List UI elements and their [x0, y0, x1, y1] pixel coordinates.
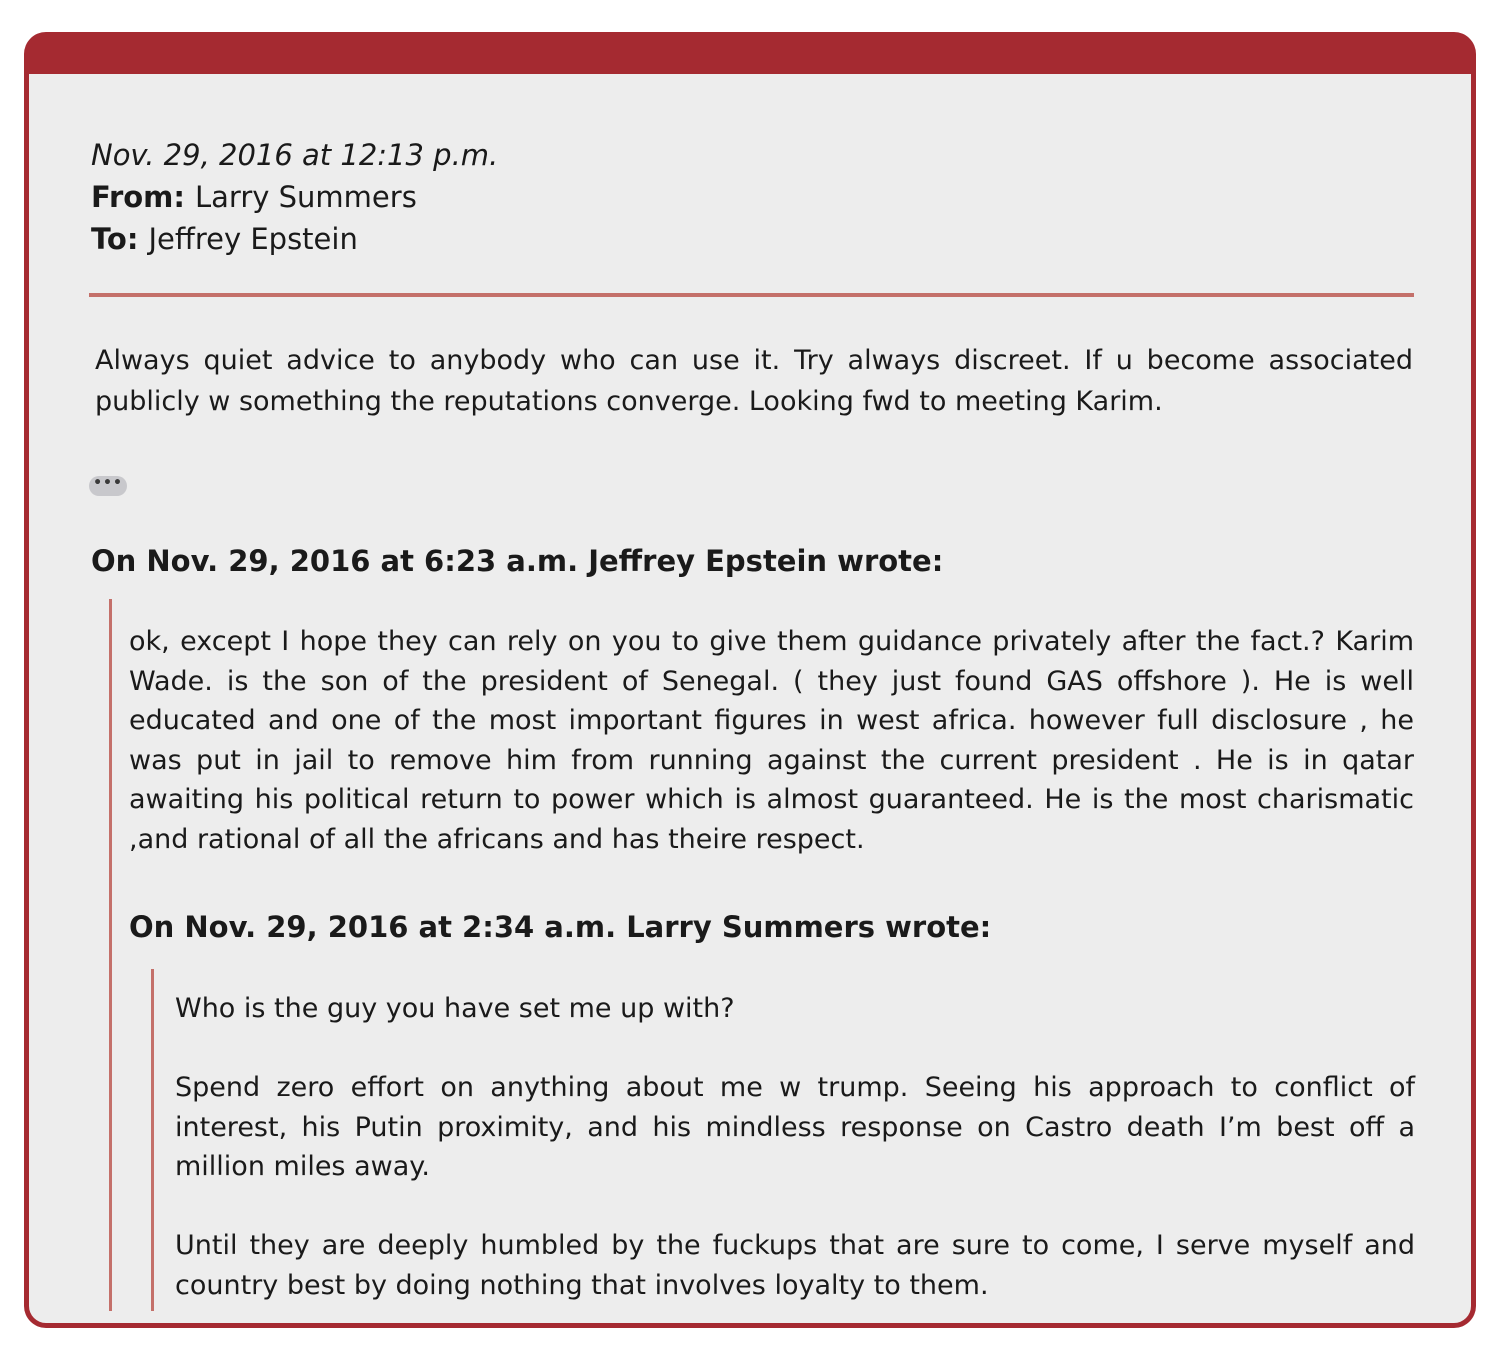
quote-body-epstein: ok, except I hope they can rely on you to give them guidance privately after the fact.? Karim Wade. is the son of the president of Senegal. ( they just found GAS offshore ). He is well educated and one of the most important figures in west africa. however full disclosure , he was put in jail to remove him from running against the current president . He is in qatar awaiting his political return to power which is almost guaranteed. He is the most charismatic ,and rational of all the africans and has theire respect. [129, 626, 1414, 855]
email-body: Always quiet advice to anybody who can use it. Try always discreet. If u become associated publicly w something the reputations converge. Looking fwd to meeting Karim. [95, 345, 1413, 417]
to-label: To: [91, 222, 139, 256]
email-date: Nov. 29, 2016 at 12:13 p.m. [91, 138, 499, 172]
quote-bar-inner [151, 969, 154, 1311]
quote-heading-epstein: On Nov. 29, 2016 at 6:23 a.m. Jeffrey Epstein wrote: [91, 544, 944, 578]
quote-heading-summers: On Nov. 29, 2016 at 2:34 a.m. Larry Summers wrote: [129, 910, 992, 944]
email-card [24, 32, 1476, 1328]
quote-paragraph: Who is the guy you have set me up with? [175, 993, 735, 1024]
quote-bar-outer [109, 599, 112, 1311]
quote-paragraph: Until they are deeply humbled by the fuckups that are sure to come, I serve myself and country best by doing nothing that involves loyalty to them. [175, 1230, 1415, 1301]
email-header [91, 134, 498, 260]
to-name[interactable]: Jeffrey Epstein [148, 222, 358, 256]
header-divider [89, 293, 1414, 297]
from-label: From: [91, 180, 185, 214]
to-row [91, 218, 498, 260]
from-row [91, 176, 498, 218]
quote-paragraph: Spend zero effort on anything about me w trump. Seeing his approach to conflict of interest, his Putin proximity, and his mindless response on Castro death I’m best off a million miles away. [175, 1072, 1415, 1182]
from-name[interactable]: Larry Summers [195, 180, 417, 214]
show-trimmed-content-button[interactable]: ••• [89, 476, 127, 496]
